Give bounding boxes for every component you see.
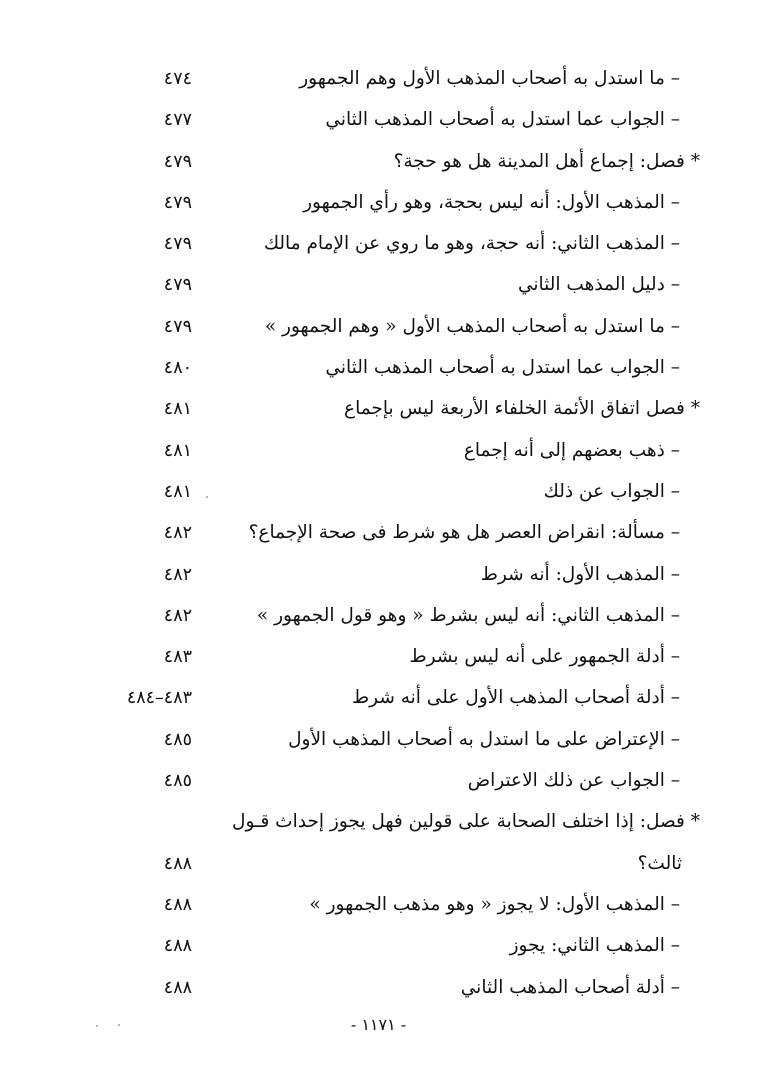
toc-section-heading <box>0 801 757 842</box>
toc-entry-title: – ما استدل به أصحاب المذهب الأول وهم الجمهور <box>299 66 680 92</box>
toc-entry-page: ٤٨١ <box>163 440 192 461</box>
toc-entry <box>0 58 757 99</box>
toc-entry <box>0 99 757 140</box>
toc-entry-page: ٤٨٥ <box>163 771 192 792</box>
toc-entry-title: – أدلة أصحاب المذهب الثاني <box>461 975 680 1001</box>
toc-entry-title: – الإعتراض على ما استدل به أصحاب المذهب الأول <box>288 727 680 753</box>
toc-entry-title: – المذهب الأول: أنه شرط <box>481 562 680 588</box>
toc-entry <box>0 306 757 347</box>
toc-entry-title: * فصل اتفاق الأئمة الخلفاء الأربعة ليس بإجماع <box>344 396 700 422</box>
toc-section-heading <box>0 141 757 182</box>
toc-entry-page: ٤٨٣ <box>163 647 192 668</box>
table-of-contents <box>0 58 757 1008</box>
toc-entry <box>0 223 757 264</box>
toc-entry-title: – أدلة أصحاب المذهب الأول على أنه شرط <box>352 685 680 711</box>
toc-entry-title: – المذهب الثاني: يجوز <box>510 933 680 959</box>
toc-entry <box>0 967 757 1008</box>
toc-entry-page: ٤٨٨ <box>163 894 192 915</box>
toc-entry <box>0 884 757 925</box>
toc-entry <box>0 760 757 801</box>
toc-entry-page: ٤٧٩ <box>163 234 192 255</box>
toc-entry <box>0 719 757 760</box>
toc-entry-page: ٤٨٨ <box>163 936 192 957</box>
toc-entry <box>0 595 757 636</box>
toc-entry-title: – ذهب بعضهم إلى أنه إجماع <box>464 438 680 464</box>
scan-speck <box>206 496 208 498</box>
toc-entry <box>0 182 757 223</box>
toc-entry-title: – الجواب عن ذلك <box>544 479 680 505</box>
toc-entry-title: – الجواب عما استدل به أصحاب المذهب الثاني <box>325 107 680 133</box>
toc-entry-page: ٤٨٥ <box>163 729 192 750</box>
toc-entry <box>0 677 757 718</box>
toc-entry-page: ٤٨٢ <box>163 605 192 626</box>
toc-entry-title: – المذهب الثاني: أنه حجة، وهو ما روي عن الإمام مالك <box>264 231 680 257</box>
toc-entry-title: – أدلة الجمهور على أنه ليس بشرط <box>410 644 680 670</box>
toc-entry-title: – مسألة: انقراض العصر هل هو شرط فى صحة الإجماع؟ <box>249 520 680 546</box>
toc-entry <box>0 554 757 595</box>
toc-entry <box>0 471 757 512</box>
toc-entry-page: ٤٨١ <box>163 481 192 502</box>
toc-entry-continuation <box>0 843 757 884</box>
toc-entry <box>0 264 757 305</box>
toc-entry-page: ٤٧٧ <box>163 110 192 131</box>
toc-entry-page: ٤٧٩ <box>163 275 192 296</box>
toc-entry-page: ٤٨٢ <box>163 564 192 585</box>
toc-entry-page: ٤٨١ <box>163 399 192 420</box>
toc-entry-title: – الجواب عن ذلك الاعتراض <box>468 768 680 794</box>
toc-entry-title: ثالث؟ <box>637 852 682 874</box>
toc-entry <box>0 430 757 471</box>
scan-speck <box>96 1025 98 1027</box>
toc-entry-title: – الجواب عما استدل به أصحاب المذهب الثاني <box>325 355 680 381</box>
toc-entry <box>0 347 757 388</box>
toc-entry-page: ٤٨٨ <box>163 853 192 874</box>
toc-entry-title: * فصل: إذا اختلف الصحابة على قولين فهل يجوز إحداث قـول <box>232 809 700 835</box>
scan-speck <box>118 1024 120 1026</box>
toc-entry <box>0 512 757 553</box>
toc-entry-page: ٤٧٤ <box>163 69 192 89</box>
toc-entry-title: * فصل: إجماع أهل المدينة هل هو حجة؟ <box>394 149 700 175</box>
toc-entry-page: ٤٧٩ <box>163 151 192 172</box>
toc-entry <box>0 636 757 677</box>
toc-entry-page: ٤٨٢ <box>163 523 192 544</box>
toc-entry-page: ٤٨٨ <box>163 977 192 998</box>
toc-entry-page: ٤٨٣–٤٨٤ <box>126 688 192 709</box>
toc-entry-page: ٤٨٠ <box>163 358 192 379</box>
toc-entry-title: – المذهب الأول: أنه ليس بحجة، وهو رأي الجمهور <box>303 190 680 216</box>
toc-entry-page: ٤٧٩ <box>163 316 192 337</box>
toc-entry-title: – ما استدل به أصحاب المذهب الأول « وهم الجمهور » <box>265 314 680 340</box>
toc-entry-title: – المذهب الأول: لا يجوز « وهو مذهب الجمهور » <box>309 892 680 918</box>
page-number-footer: - ١١٧١ - <box>350 1015 407 1034</box>
toc-entry-title: – دليل المذهب الثاني <box>518 272 680 298</box>
toc-entry-page: ٤٧٩ <box>163 192 192 213</box>
toc-entry-title: – المذهب الثاني: أنه ليس بشرط « وهو قول الجمهور » <box>257 603 680 629</box>
toc-section-heading <box>0 388 757 429</box>
toc-entry <box>0 925 757 966</box>
